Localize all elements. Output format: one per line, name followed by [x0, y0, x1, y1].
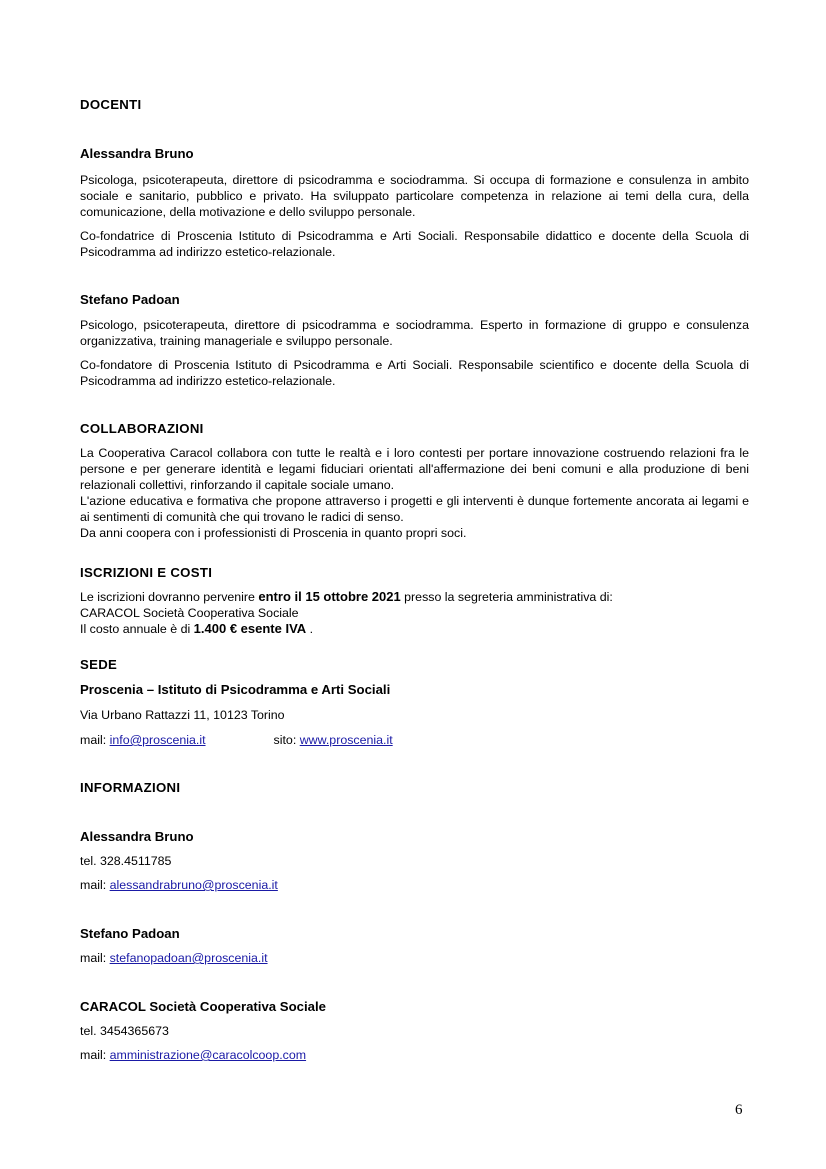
iscrizioni-text: Le iscrizioni dovranno pervenire	[80, 590, 259, 604]
page-content	[80, 97, 749, 1063]
sede-name: Proscenia – Istituto di Psicodramma e Arti Sociali	[80, 682, 391, 697]
docente-bio: Psicologo, psicoterapeuta, direttore di psicodramma e sociodramma. Esperto in formazione di gruppo e consulenza organizzativa, training manageriale e sviluppo personale.	[80, 318, 749, 348]
cost-text: .	[306, 622, 314, 636]
docente-role: Co-fondatore di Proscenia Istituto di Psicodramma e Arti Sociali. Responsabile scientifico e docente della Scuola di Psicodramma ad indirizzo estetico-relazionale.	[80, 358, 749, 388]
sede-mail-link[interactable]: info@proscenia.it	[109, 733, 206, 747]
sede-address: Via Urbano Rattazzi 11, 10123 Torino	[80, 708, 285, 722]
contact-mail	[80, 877, 749, 893]
contact-name: Stefano Padoan	[80, 926, 180, 941]
contact-mail-link[interactable]: amministrazione@caracolcoop.com	[109, 1048, 307, 1062]
contact-tel: tel. 3454365673	[80, 1024, 169, 1038]
sede-site-link[interactable]: www.proscenia.it	[299, 733, 393, 747]
contact-name: CARACOL Società Cooperativa Sociale	[80, 999, 326, 1014]
cost-amount: 1.400 € esente IVA	[193, 621, 307, 636]
iscrizioni-deadline	[80, 589, 749, 605]
collaborazioni-heading: COLLABORAZIONI	[80, 421, 204, 436]
page-number: 6	[735, 1102, 743, 1118]
contact-mail	[80, 950, 749, 966]
docente-name: Alessandra Bruno	[80, 146, 194, 161]
mail-label: mail:	[80, 878, 110, 892]
docente-role: Co-fondatrice di Proscenia Istituto di Psicodramma e Arti Sociali. Responsabile didattico e docente della Scuola di Psicodramma ad indirizzo estetico-relazionale.	[80, 229, 749, 259]
iscrizioni-heading: ISCRIZIONI E COSTI	[80, 565, 213, 580]
iscrizioni-cost	[80, 621, 749, 637]
collaborazioni-paragraph: Da anni coopera con i professionisti di Proscenia in quanto propri soci.	[80, 526, 467, 540]
contact-mail	[80, 1047, 749, 1063]
docente-bio: Psicologa, psicoterapeuta, direttore di psicodramma e sociodramma. Si occupa di formazione e consulenza in ambito sociale e sanitario, pubblico e privato. Ha sviluppato particolare competenza in relazione ai temi della cura, della comunicazione, della motivazione e dello sviluppo personale.	[80, 173, 749, 219]
contact-tel: tel. 328.4511785	[80, 854, 172, 868]
mail-label: mail:	[80, 1048, 110, 1062]
sede-contacts	[80, 732, 749, 748]
collaborazioni-paragraph: La Cooperativa Caracol collabora con tutte le realtà e i loro contesti per portare innovazione costruendo relazioni fra le persone e per generare identità e legami fiduciari orientati all'affermazione dei beni comuni e alla produzione di beni relazionali collettivi, rinforzando il capitale sociale umano.	[80, 446, 749, 492]
site-label: sito:	[273, 733, 300, 747]
contact-name: Alessandra Bruno	[80, 829, 194, 844]
iscrizioni-organization: CARACOL Società Cooperativa Sociale	[80, 606, 299, 620]
contact-mail-link[interactable]: stefanopadoan@proscenia.it	[109, 951, 268, 965]
mail-label: mail:	[80, 733, 110, 747]
sede-heading: SEDE	[80, 657, 118, 672]
docenti-heading: DOCENTI	[80, 97, 142, 112]
contact-mail-link[interactable]: alessandrabruno@proscenia.it	[109, 878, 278, 892]
mail-label: mail:	[80, 951, 110, 965]
iscrizioni-deadline-date: entro il 15 ottobre 2021	[258, 589, 401, 604]
collaborazioni-paragraph: L'azione educativa e formativa che propone attraverso i progetti e gli interventi è dunque fortemente ancorata ai legami e ai sentimenti di comunità che qui trovano le radici di senso.	[80, 494, 749, 524]
informazioni-heading: INFORMAZIONI	[80, 780, 181, 795]
docente-name: Stefano Padoan	[80, 292, 180, 307]
iscrizioni-text: presso la segreteria amministrativa di:	[400, 590, 613, 604]
cost-text: Il costo annuale è di	[80, 622, 194, 636]
